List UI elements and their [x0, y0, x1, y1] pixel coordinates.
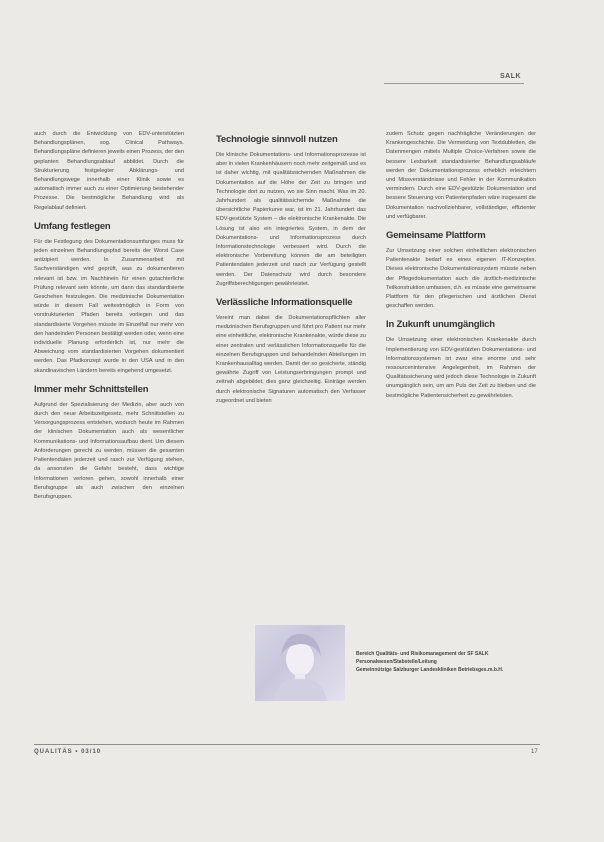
section-heading: Gemeinsame Plattform [386, 230, 486, 242]
section-heading: Verlässliche Informationsquelle [216, 297, 353, 309]
section-heading: In Zukunft unumgänglich [386, 319, 495, 331]
body-paragraph: zudem Schutz gegen nachträgliche Veränderungen der Krankengeschichte. Die Vermeidung von Textdubletten, die Datenmengen mittels Multiple Choice-Verfahren sowie die bessere Lesbarkeit standardisierter Behandlungsabläufe werden der Dokumentationsprozess erheblich erleichtern und Missverständnisse und Fehler in der Kommunikation vermindern. Durch eine EDV-gestützte Dokumentation und bessere Steuerung von Patientenpfaden wäre insgesamt die Dokumentation nachvollziehbarer, vollständiger, effizienter und verfügbarer. [386, 131, 536, 220]
body-paragraph: Die klinische Dokumentations- und Informationsprozesse ist aber in vielen Krankenhäusern noch mehr zeitgemäß und es ist daher wichtig, mit qualitätssichernden Maßnahmen die Dokumentation auf die Höhe der Zeit zu bringen und Technologie dort zu nutzen, wo sie Sinn macht. Was im 20. Jahrhundert als qualitätssichernde Maßnahme die übersichtliche Papierkurve war, ist im 21. Jahrhundert das EDV-gestützte System – die elektronische Krankenakte. Die Lösung ist also ein integriertes System, in dem der Dokumentations- und Informationsprozess durch Informationstechnologie verbessert wird. Durch die elektronische Vorbereitung können die am beteiligten Patientendaten jederzeit und rasch zur Verfügung gestellt werden. Der Datenschutz wird durch besondere Zugriffsberechtigungen gewährleistet. [216, 152, 366, 287]
section-heading: Technologie sinnvoll nutzen [216, 134, 338, 145]
column-1 [34, 130, 184, 510]
caption-line-2: Personalwesen/Stabstelle/Leitung [356, 659, 437, 665]
footer-rule [34, 744, 540, 745]
header-rule [384, 83, 524, 84]
body-paragraph: Zur Umsetzung einer solchen einheitlichen elektronischen Patientenakte bedarf es eines eigenen IT-Konzeptes. Dieses elektronische Dokumentationssystem müsste neben der Pflegedokumentation auch die ärztlich-medizinische Teilkonstruktion umfassen, d.h. es müsste eine gemeinsame Plattform für den pflegerischen und ärztlichen Dienst geschaffen werden. [386, 248, 536, 310]
column-3 [386, 130, 536, 409]
caption-line-3: Gemeinnützige Salzburger Landeskliniken Betriebsges.m.b.H. [356, 667, 504, 673]
body-paragraph: Die Umsetzung einer elektronischen Krankenakte durch Implementierung von EDV-gestützten Dokumentations- und Informationssystemen ist zwar eine enorme und sehr ressourcenintensive Angelegenheit, im Rahmen der Qualitätssicherung wird jedoch diese Technologie in Zukunft unumgänglich sein, um am Puls der Zeit zu bleiben und die bestmögliche Patientensicherheit zu gewährleisten. [386, 337, 536, 399]
figure-caption [356, 650, 556, 674]
section-tag: SALK [500, 73, 522, 80]
section-heading: Immer mehr Schnittstellen [34, 383, 149, 395]
body-paragraph: Für die Festlegung des Dokumentationsumfanges muss für jeden einzelnen Behandlungspfad bereits der Worst Case antizipiert werden. In Zusammenarbeit mit Sachverständigen wird geprüft, was zu dokumentieren relevant ist bzw. im Nachhinein für einen gutachterliche Prüfung relevant sein könnte, um dann das standardisierte Geschehen festzulegen. Die medizinische Dokumentation würde in diesem Fall weitestmöglich in Form von vorstrukturierten Pfaden bereits vorliegen und das standardisierte Vorgehen müsste im Einzelfall nur mehr von den handelnden Personen bestätigt werden oder, wenn eine individuelle Planung erforderlich ist, nur mehr die Abweichung vom standardisierten Vorgehen dokumentiert werden. Das Pfadkonzept wurde in den USA und in den skandinavischen Ländern bereits eingehend umgesetzt. [34, 238, 184, 374]
section-heading: Umfang festlegen [34, 220, 111, 232]
author-portrait [255, 625, 345, 701]
body-paragraph: auch durch die Entwicklung von EDV-unterstützten Behandlungsplänen, sog. Clinical Pathways. Behandlungspläne definieren jeweils einen Prozess, der den geplanten Behandlungsablauf abbildet. Durch die Strukturierung festgelegter Abklärungs- und Behandlungswege innerhalb einer Klinik sowie es automatisch immer auch zu einer Optimierung bestehender Prozesse. Die bestmögliche Behandlung wird als Regelablauf definiert. [34, 131, 184, 211]
caption-line-1: Bereich Qualitäts- und Risikomanagement der SF SALK [356, 651, 489, 657]
publication-footer: QUALITÄS • 03/10 [34, 749, 102, 755]
column-2 [216, 130, 366, 414]
portrait-image [255, 625, 345, 701]
page-number: 17 [531, 749, 538, 755]
body-paragraph: Aufgrund der Spezialisierung der Medizin, aber auch von durch den neue Arbeitszeitgesetz, mehr Schnittstellen zu Versorgungsprozess entstehen, wodurch heute im Rahmen der klinischen Dokumentation auch als wesentlicher Kommunikations- und Informationsaufbau dient. Um diesem Anforderungen gerecht zu werden, müssen die gesamten Patientendaten jederzeit und rasch zur Verfügung stehen, da ansonsten die Gefahr besteht, dass wichtige Informationen verloren gehen, sowohl innerhalb einer Berufsgruppe als auch zwischen den einzelnen Berufsgruppen. [34, 401, 184, 500]
body-paragraph: Vereint man dabei die Dokumentationspflichten aller medizinischen Berufsgruppen und führt pro Patient nur mehr eine einheitliche, elektronische Krankenakte, würde diese zu einer zentralen und verlässlichen Informationsquelle für die einzelnen Berufsgruppen und behandelnden Abteilungen im Krankenhausalltag werden. Damit der so gesicherte, ständig gewährte Zugriff von Leistungserbringungen prompt und zeitnah abgebildet, dies ganz gleichzeitig. Einträge werden durch elektronische Signaturen automatisch den Verfasser zugeordnet und bieten [216, 315, 366, 404]
